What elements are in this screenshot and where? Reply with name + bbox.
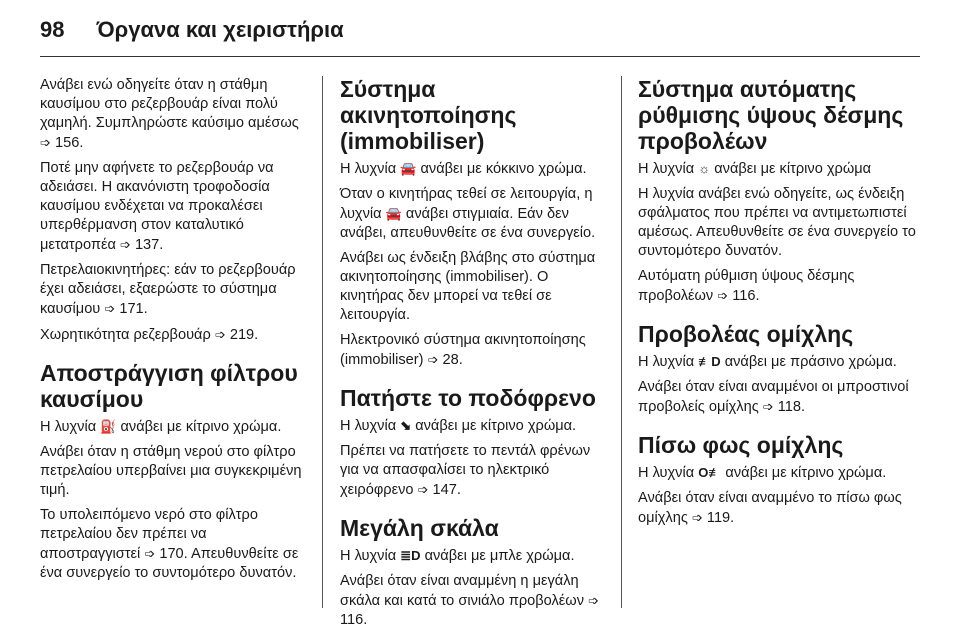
- front-fog-icon: ≢D: [698, 354, 721, 369]
- page-ref-arrow-icon: ➩: [144, 546, 156, 561]
- page-reference[interactable]: 219.: [229, 327, 259, 343]
- column-left: [40, 76, 306, 589]
- paragraph: Χωρητικότητα ρεζερβουάρ ➩ 219.: [40, 327, 259, 343]
- paragraph: Η λυχνία O≢ ανάβει με κίτρινο χρώμα.: [638, 465, 887, 481]
- page-reference[interactable]: 118.: [777, 399, 806, 415]
- brake-pedal-icon: ⬊: [400, 418, 412, 433]
- paragraph: Η λυχνία ≣D ανάβει με μπλε χρώμα.: [340, 548, 575, 564]
- water-in-fuel-icon: ⛽: [100, 419, 117, 434]
- page-reference[interactable]: 116.: [732, 288, 760, 304]
- paragraph: Ανάβει όταν είναι αναμμένο το πίσω φως ομίχλης ➩ 119.: [638, 490, 902, 526]
- column-middle: [340, 76, 608, 636]
- page-reference[interactable]: 116.: [340, 612, 368, 628]
- page-ref-arrow-icon: ➩: [104, 301, 116, 316]
- page-reference[interactable]: 156.: [54, 135, 84, 151]
- header-divider: [40, 56, 920, 57]
- paragraph: Ανάβει όταν η στάθμη νερού στο φίλτρο πετρελαίου υπερβαίνει μια συγκεκριμένη τιμή.: [40, 444, 302, 498]
- page-ref-arrow-icon: ➩: [691, 510, 703, 525]
- paragraph: Ηλεκτρονικό σύστημα ακινητοποίησης (immobiliser) ➩ 28.: [340, 332, 586, 368]
- high-beam-icon: ≣D: [400, 548, 421, 563]
- section-heading: Πατήστε το ποδόφρενο: [340, 385, 596, 411]
- paragraph: Το υπολειπόμενο νερό στο φίλτρο πετρελαίου δεν πρέπει να αποστραγγιστεί ➩ 170. Απευθυνθείτε σε ένα συνεργείο το συντομότερο δυνατόν.: [40, 507, 299, 581]
- car-lock-icon: 🚘: [400, 161, 417, 176]
- page-reference[interactable]: 137.: [134, 237, 164, 253]
- paragraph: Ανάβει ενώ οδηγείτε όταν η στάθμη καυσίμου στο ρεζερβουάρ είναι πολύ χαμηλή. Συμπληρώστε καύσιμο αμέσως ➩ 156.: [40, 77, 299, 151]
- page-reference[interactable]: 119.: [706, 510, 735, 526]
- page-ref-arrow-icon: ➩: [427, 352, 439, 367]
- paragraph: Η λυχνία ⛽ ανάβει με κίτρινο χρώμα.: [40, 419, 282, 435]
- column-divider: [621, 76, 622, 608]
- section-heading: Πίσω φως ομίχλης: [638, 432, 844, 458]
- page-reference[interactable]: 28.: [442, 352, 463, 368]
- paragraph: Ποτέ μην αφήνετε το ρεζερβουάρ να αδειάσει. Η ακανόνιστη τροφοδοσία καυσίμου ενδέχεται να προκαλέσει υπερθέρμανση στον καταλυτικό μετατροπέα ➩ 137.: [40, 160, 274, 253]
- paragraph: Ανάβει όταν είναι αναμμένη η μεγάλη σκάλα και κατά το σινιάλο προβολέων ➩ 116.: [340, 573, 599, 628]
- paragraph: Η λυχνία ≢D ανάβει με πράσινο χρώμα.: [638, 354, 897, 370]
- page-ref-arrow-icon: ➩: [119, 237, 131, 252]
- auto-high-beam-icon: ☼: [698, 161, 711, 176]
- car-lock-icon: 🚘: [385, 206, 402, 221]
- page-ref-arrow-icon: ➩: [417, 482, 429, 497]
- page-ref-arrow-icon: ➩: [762, 399, 774, 414]
- paragraph: Αυτόματη ρύθμιση ύψους δέσμης προβολέων ➩ 116.: [638, 268, 855, 304]
- column-right: [638, 76, 920, 534]
- page-ref-arrow-icon: ➩: [717, 288, 729, 303]
- section-heading: Αποστράγγιση φίλτρου καυσίμου: [40, 360, 298, 412]
- section-heading: Προβολέας ομίχλης: [638, 321, 854, 347]
- chapter-title: Όργανα και χειριστήρια: [96, 17, 344, 42]
- page-header: [40, 10, 344, 50]
- section-heading: Μεγάλη σκάλα: [340, 515, 499, 541]
- paragraph: Η λυχνία ☼ ανάβει με κίτρινο χρώμα: [638, 161, 872, 177]
- page-number: 98: [40, 17, 65, 42]
- section-heading: Σύστημα αυτόματης ρύθμισης ύψους δέσμης προβολέων: [638, 76, 904, 154]
- section-heading: Σύστημα ακινητοποίησης (immobiliser): [340, 76, 517, 154]
- paragraph: Ανάβει όταν είναι αναμμένοι οι μπροστινοί προβολείς ομίχλης ➩ 118.: [638, 379, 909, 415]
- page-reference[interactable]: 171.: [119, 301, 148, 317]
- paragraph: Πρέπει να πατήσετε το πεντάλ φρένων για να απασφαλίσει το ηλεκτρικό χειρόφρενο ➩ 147.: [340, 443, 591, 498]
- page-ref-arrow-icon: ➩: [40, 135, 51, 150]
- paragraph: Πετρελαιοκινητήρες: εάν το ρεζερβουάρ έχει αδειάσει, εξαερώστε το σύστημα καυσίμου ➩ 171.: [40, 262, 296, 317]
- rear-fog-icon: O≢: [698, 465, 722, 480]
- page-reference[interactable]: 170.: [159, 546, 188, 562]
- paragraph: Η λυχνία 🚘 ανάβει με κόκκινο χρώμα.: [340, 161, 587, 177]
- paragraph: Ανάβει ως ένδειξη βλάβης στο σύστημα ακινητοποίησης (immobiliser). Ο κινητήρας δεν μπορεί να τεθεί σε λειτουργία.: [340, 250, 596, 323]
- column-divider: [322, 76, 323, 608]
- paragraph: Η λυχνία ⬊ ανάβει με κίτρινο χρώμα.: [340, 418, 577, 434]
- page-reference[interactable]: 147.: [432, 482, 461, 498]
- paragraph: Όταν ο κινητήρας τεθεί σε λειτουργία, η λυχνία 🚘 ανάβει στιγμιαία. Εάν δεν ανάβει, απευθυνθείτε σε ένα συνεργείο.: [340, 186, 596, 241]
- page-ref-arrow-icon: ➩: [214, 327, 226, 342]
- page-ref-arrow-icon: ➩: [588, 593, 599, 608]
- paragraph: Η λυχνία ανάβει ενώ οδηγείτε, ως ένδειξη σφάλματος που πρέπει να αντιμετωπιστεί αμέσως. Απευθυνθείτε σε ένα συνεργείο το συντομότερο δυνατόν.: [638, 186, 916, 259]
